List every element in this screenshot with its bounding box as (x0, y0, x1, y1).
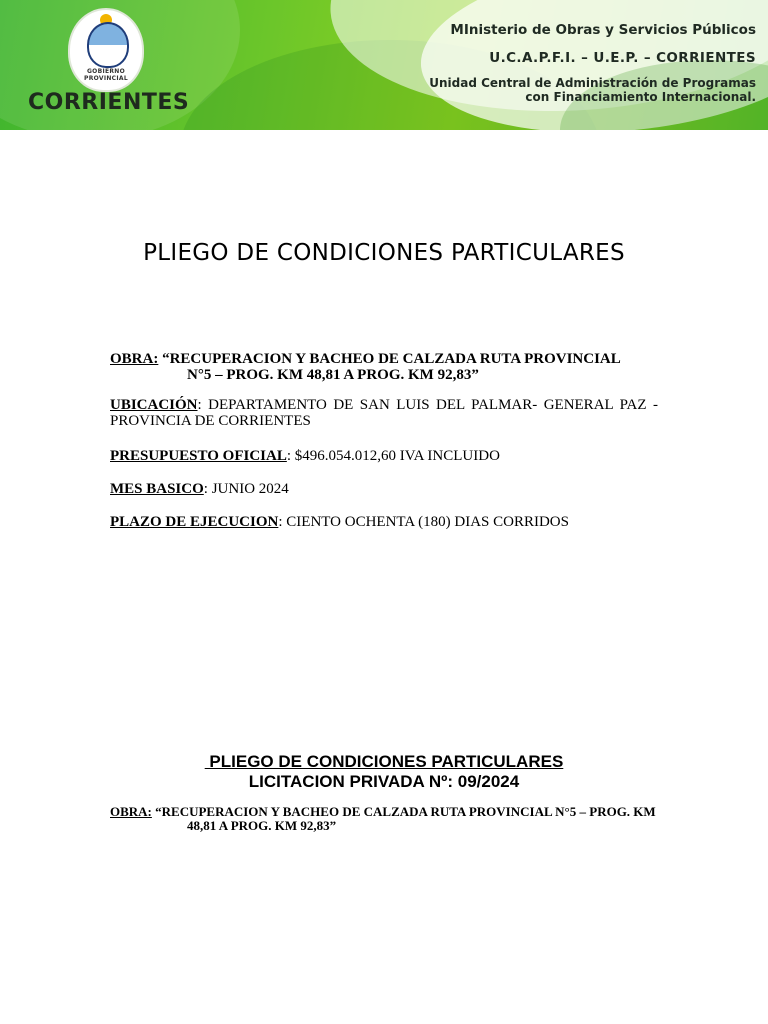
seal-shield (87, 22, 129, 68)
seal-text: GOBIERNO PROVINCIAL (84, 68, 128, 82)
section-obra-value-line-1: “RECUPERACION Y BACHEO DE CALZADA RUTA PROVINCIAL N°5 – PROG. KM (155, 804, 656, 819)
ministry-line-2: U.C.A.P.F.I. – U.E.P. – CORRIENTES (489, 50, 756, 66)
ministry-line-4: con Financiamiento Internacional. (525, 90, 756, 104)
obra-value-line-1: “RECUPERACION Y BACHEO DE CALZADA RUTA PROVINCIAL (162, 351, 621, 367)
section-title-line-1: PLIEGO DE CONDICIONES PARTICULARES (204, 752, 564, 771)
section-obra-value-line-2: 48,81 A PROG. KM 92,83” (187, 818, 337, 833)
mes-basico-field (110, 481, 658, 497)
ubicacion-value: : DEPARTAMENTO DE SAN LUIS DEL PALMAR- GENERAL PAZ - PROVINCIA DE CORRIENTES (110, 397, 658, 429)
plazo-field (110, 514, 658, 530)
ministry-line-1: MInisterio de Obras y Servicios Públicos (450, 22, 756, 38)
ubicacion-label: UBICACIÓN (110, 397, 198, 413)
section-obra-field (110, 805, 658, 833)
obra-field (110, 351, 658, 383)
ministry-line-3: Unidad Central de Administración de Programas (429, 76, 756, 90)
ubicacion-field (110, 397, 658, 429)
section-obra-label: OBRA: (110, 804, 152, 819)
presupuesto-field (110, 448, 658, 464)
presupuesto-value: : $496.054.012,60 IVA INCLUIDO (286, 448, 500, 464)
obra-value-line-2: N°5 – PROG. KM 48,81 A PROG. KM 92,83” (187, 367, 479, 383)
obra-label: OBRA: (110, 351, 159, 367)
mes-basico-label: MES BASICO (110, 481, 204, 497)
brand-name: CORRIENTES (28, 90, 190, 115)
plazo-label: PLAZO DE EJECUCION (110, 514, 279, 530)
ministry-block (429, 22, 756, 104)
section-title (0, 752, 768, 792)
presupuesto-label: PRESUPUESTO OFICIAL (110, 448, 287, 464)
provincial-seal-icon (70, 10, 142, 90)
plazo-value: : CIENTO OCHENTA (180) DIAS CORRIDOS (278, 514, 569, 530)
document-title: PLIEGO DE CONDICIONES PARTICULARES (143, 240, 625, 266)
mes-basico-value: : JUNIO 2024 (203, 481, 289, 497)
section-title-line-2: LICITACION PRIVADA Nº: 09/2024 (248, 772, 520, 791)
page-header (0, 0, 768, 130)
